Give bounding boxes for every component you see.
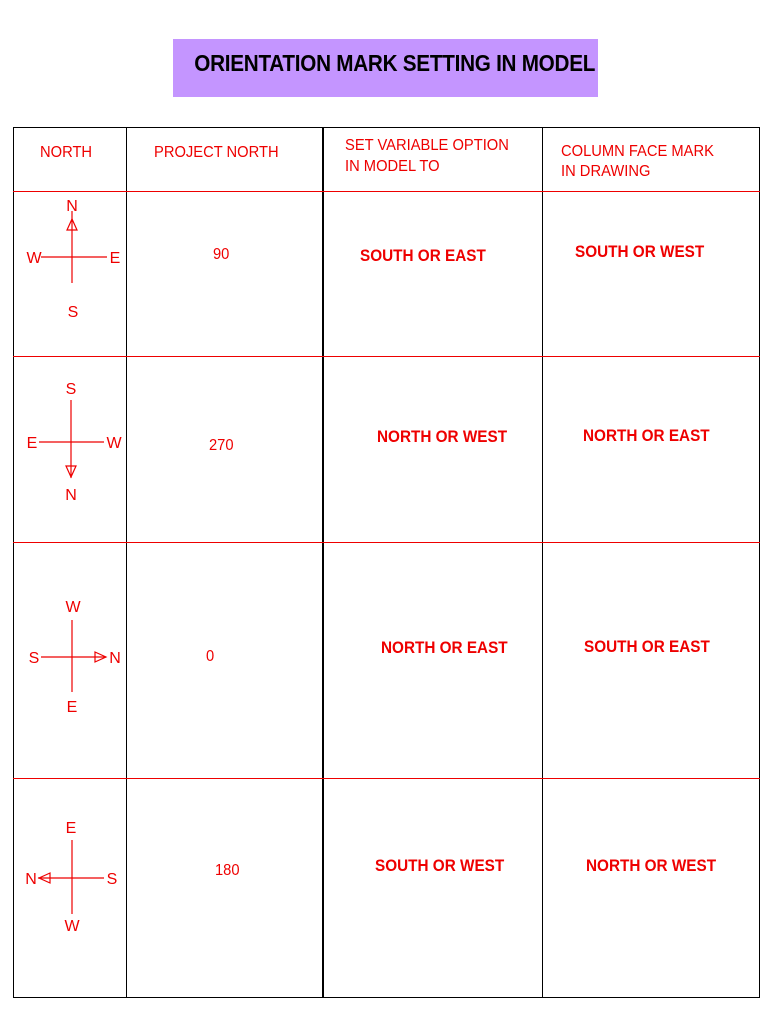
column-face-value: NORTH OR EAST bbox=[583, 426, 710, 445]
header-column-face-line1: COLUMN FACE MARK bbox=[561, 143, 714, 160]
compass-rose-row-3 bbox=[0, 542, 126, 778]
set-variable-value: NORTH OR WEST bbox=[377, 427, 508, 446]
compass-right-label: W bbox=[106, 435, 122, 452]
compass-top-label: E bbox=[65, 820, 77, 837]
compass-rose-row-1 bbox=[0, 191, 126, 356]
title-banner bbox=[173, 39, 598, 97]
compass-left-label: W bbox=[26, 250, 42, 267]
compass-rose-row-4 bbox=[0, 778, 126, 997]
set-variable-value: SOUTH OR EAST bbox=[360, 246, 486, 265]
column-face-value: NORTH OR WEST bbox=[586, 856, 717, 875]
table-col-divider-3 bbox=[542, 127, 543, 998]
compass-rose-icon bbox=[0, 542, 126, 778]
compass-right-label: N bbox=[109, 650, 121, 667]
compass-top-label: N bbox=[66, 198, 78, 215]
column-face-value: SOUTH OR EAST bbox=[584, 637, 710, 656]
compass-rose-icon bbox=[0, 778, 126, 997]
table-border-right bbox=[759, 127, 760, 998]
compass-left-label: S bbox=[28, 650, 40, 667]
compass-rose-row-2 bbox=[0, 356, 126, 542]
set-variable-value: SOUTH OR WEST bbox=[375, 856, 505, 875]
header-set-variable-line1: SET VARIABLE OPTION bbox=[345, 137, 509, 154]
compass-bottom-label: E bbox=[66, 699, 78, 716]
header-column-face-line2: IN DRAWING bbox=[561, 163, 651, 180]
set-variable-value: NORTH OR EAST bbox=[381, 638, 508, 657]
table-col-divider-2 bbox=[322, 127, 324, 998]
project-north-value: 270 bbox=[209, 437, 234, 454]
table-col-divider-1 bbox=[126, 127, 127, 998]
column-face-value: SOUTH OR WEST bbox=[575, 242, 705, 261]
page-title: ORIENTATION MARK SETTING IN MODEL bbox=[194, 50, 596, 76]
compass-rose-icon bbox=[0, 191, 126, 356]
project-north-value: 90 bbox=[213, 246, 230, 263]
header-set-variable-line2: IN MODEL TO bbox=[345, 158, 440, 175]
compass-top-label: S bbox=[65, 381, 77, 398]
compass-right-label: S bbox=[106, 871, 118, 888]
compass-left-label: E bbox=[26, 435, 38, 452]
compass-left-label: N bbox=[25, 871, 37, 888]
compass-bottom-label: S bbox=[67, 304, 79, 321]
project-north-value: 0 bbox=[206, 648, 215, 665]
compass-rose-icon bbox=[0, 356, 126, 542]
project-north-value: 180 bbox=[215, 862, 240, 879]
compass-bottom-label: N bbox=[65, 487, 77, 504]
header-north: NORTH bbox=[40, 144, 93, 161]
compass-top-label: W bbox=[65, 599, 81, 616]
compass-bottom-label: W bbox=[64, 918, 80, 935]
compass-right-label: E bbox=[109, 250, 121, 267]
header-project-north: PROJECT NORTH bbox=[154, 144, 279, 161]
